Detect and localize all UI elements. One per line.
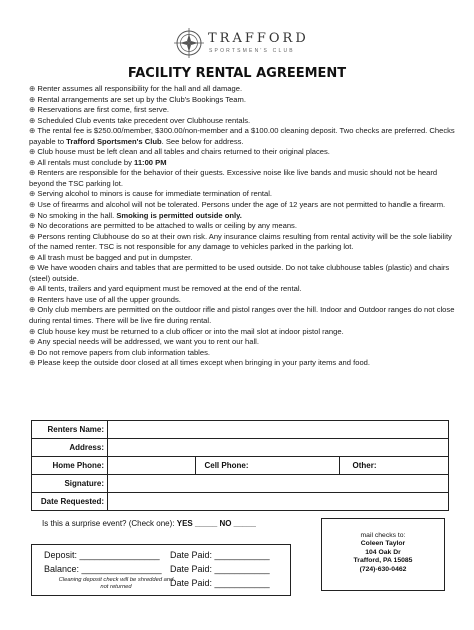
rule-text: No smoking in the hall. bbox=[37, 210, 117, 220]
circle-plus-icon: ⊕ bbox=[29, 305, 36, 315]
rule-text: . See below for address. bbox=[161, 136, 244, 146]
rule-item bbox=[29, 232, 459, 253]
logo-subtitle: SPORTSMEN'S CLUB bbox=[209, 48, 295, 54]
rule-item bbox=[29, 168, 459, 189]
rule-text: Renter assumes all responsibility for the hall and all damage. bbox=[37, 84, 243, 93]
rule-item bbox=[29, 116, 459, 127]
renters-name-row bbox=[32, 421, 449, 439]
cleaning-date-paid[interactable]: Date Paid: ___________ bbox=[170, 578, 270, 588]
cell-phone-label: Cell Phone: bbox=[196, 457, 252, 475]
rule-item bbox=[29, 126, 459, 147]
circle-plus-icon: ⊕ bbox=[29, 105, 36, 115]
surprise-event-question bbox=[42, 519, 256, 528]
rule-text: Rental arrangements are set up by the Club's Bookings Team. bbox=[37, 94, 246, 104]
rule-item bbox=[29, 200, 459, 211]
signature-row bbox=[32, 475, 449, 493]
mail-heading: mail checks to: bbox=[360, 532, 406, 539]
address-field[interactable] bbox=[108, 439, 449, 457]
signature-label: Signature: bbox=[32, 475, 108, 493]
other-phone-label: Other: bbox=[340, 457, 380, 475]
circle-plus-icon: ⊕ bbox=[29, 126, 36, 136]
circle-plus-icon: ⊕ bbox=[29, 252, 36, 262]
rule-text: Renters have use of all the upper grounds. bbox=[37, 294, 181, 304]
rule-item bbox=[29, 358, 459, 369]
renters-name-label: Renters Name: bbox=[32, 421, 108, 439]
mail-name: Coleen Taylor bbox=[360, 540, 406, 548]
rule-item bbox=[29, 327, 459, 338]
rule-item bbox=[29, 158, 459, 169]
rule-item bbox=[29, 253, 459, 264]
rule-item bbox=[29, 305, 459, 326]
home-phone-label: Home Phone: bbox=[32, 457, 108, 475]
rule-text: Reservations are first come, first serve. bbox=[37, 105, 170, 115]
rule-text: Use of firearms and alcohol will not be tolerated. Persons under the age of 12 years are not permitted to handle a firearm. bbox=[37, 200, 446, 210]
rule-item bbox=[29, 95, 459, 106]
circle-plus-icon: ⊕ bbox=[29, 210, 36, 220]
date-requested-field[interactable] bbox=[108, 493, 449, 511]
rule-emphasis: 11:00 PM bbox=[134, 157, 167, 167]
circle-plus-icon: ⊕ bbox=[29, 221, 36, 231]
deposit-date-paid[interactable]: Date Paid: ___________ bbox=[170, 550, 270, 560]
rule-text: All rentals must conclude by bbox=[37, 157, 135, 167]
circle-plus-icon: ⊕ bbox=[29, 115, 36, 125]
circle-plus-icon: ⊕ bbox=[29, 157, 36, 167]
crosshair-compass-icon bbox=[174, 28, 204, 58]
circle-plus-icon: ⊕ bbox=[29, 200, 36, 210]
mail-checks-box bbox=[321, 518, 445, 591]
cell-phone-field[interactable] bbox=[252, 457, 340, 475]
renter-info-form bbox=[31, 420, 449, 511]
rule-item bbox=[29, 295, 459, 306]
circle-plus-icon: ⊕ bbox=[29, 189, 36, 199]
circle-plus-icon: ⊕ bbox=[29, 263, 36, 273]
rule-emphasis: Smoking is permitted outside only. bbox=[116, 210, 242, 220]
rule-item bbox=[29, 221, 459, 232]
rule-item bbox=[29, 348, 459, 359]
circle-plus-icon: ⊕ bbox=[29, 231, 36, 241]
surprise-yes-option[interactable]: YES _____ bbox=[176, 519, 220, 528]
circle-plus-icon: ⊕ bbox=[29, 94, 36, 104]
circle-plus-icon: ⊕ bbox=[29, 294, 36, 304]
rule-item bbox=[29, 337, 459, 348]
other-phone-field[interactable] bbox=[380, 457, 449, 475]
balance-date-paid[interactable]: Date Paid: ___________ bbox=[170, 564, 270, 574]
rule-text: We have wooden chairs and tables that are permitted to be used outside. Do not take clubhouse tables (plastic) and chairs (steel) outside. bbox=[29, 263, 450, 283]
rule-item bbox=[29, 147, 459, 158]
circle-plus-icon: ⊕ bbox=[29, 326, 36, 336]
rule-item bbox=[29, 105, 459, 116]
rule-text: Club house key must be returned to a club officer or into the mail slot at indoor pistol range. bbox=[37, 326, 344, 336]
circle-plus-icon: ⊕ bbox=[29, 84, 36, 93]
home-phone-field[interactable] bbox=[108, 457, 196, 475]
rule-text: Any special needs will be addressed, we want you to rent our hall. bbox=[37, 337, 259, 347]
rule-text: All tents, trailers and yard equipment must be removed at the end of the rental. bbox=[37, 284, 302, 294]
mail-city: Trafford, PA 15085 bbox=[353, 557, 413, 565]
rule-text: Scheduled Club events take precedent over Clubhouse rentals. bbox=[37, 115, 251, 125]
document-title: FACILITY RENTAL AGREEMENT bbox=[127, 66, 347, 81]
address-label: Address: bbox=[32, 439, 108, 457]
circle-plus-icon: ⊕ bbox=[29, 358, 36, 368]
mail-street: 104 Oak Dr bbox=[365, 548, 401, 556]
signature-field[interactable] bbox=[108, 475, 449, 493]
address-row bbox=[32, 439, 449, 457]
circle-plus-icon: ⊕ bbox=[29, 337, 36, 347]
rule-text: Renters are responsible for the behavior of their guests. Excessive noise like live bands and music should not be heard beyond the TSC parking lot. bbox=[29, 168, 438, 188]
rule-item bbox=[29, 284, 459, 295]
phone-row bbox=[32, 457, 449, 475]
date-requested-row bbox=[32, 493, 449, 511]
rules-list bbox=[29, 84, 459, 369]
circle-plus-icon: ⊕ bbox=[29, 147, 36, 157]
rule-text: Only club members are permitted on the outdoor rifle and pistol ranges over the hill. Indoor and Outdoor ranges do not close during rental times. There will be live fire during rental. bbox=[29, 305, 455, 326]
rule-text: Serving alcohol to minors is cause for immediate termination of rental. bbox=[37, 189, 273, 199]
mail-phone: (724)-630-0462 bbox=[359, 565, 407, 573]
cleaning-deposit-note: Cleaning deposit check will be shredded and not returned bbox=[58, 577, 174, 590]
rule-text: Club house must be left clean and all tables and chairs returned to their original places. bbox=[37, 147, 330, 157]
rule-text: All trash must be bagged and put in dumpster. bbox=[37, 252, 193, 262]
payment-box bbox=[31, 544, 291, 596]
rule-text: Persons renting Clubhouse do so at their own risk. Any insurance claims resulting from rental activity will be the sole liability of the named renter. TSC is not responsible for any damage to vehicles parked in the parking lot. bbox=[29, 231, 452, 252]
logo-name: TRAFFORD bbox=[208, 31, 309, 46]
rule-item bbox=[29, 84, 459, 95]
deposit-line[interactable]: Deposit: ________________ bbox=[44, 550, 160, 560]
rule-item bbox=[29, 189, 459, 200]
renters-name-field[interactable] bbox=[108, 421, 449, 439]
surprise-question-text: Is this a surprise event? (Check one): bbox=[42, 519, 177, 528]
rule-item bbox=[29, 263, 459, 284]
rule-text: No decorations are permitted to be attached to walls or ceiling by any means. bbox=[37, 221, 297, 231]
rule-emphasis: Trafford Sportsmen's Club bbox=[66, 136, 162, 146]
circle-plus-icon: ⊕ bbox=[29, 347, 36, 357]
circle-plus-icon: ⊕ bbox=[29, 284, 36, 294]
rule-text: Please keep the outside door closed at all times except when bringing in your party items and food. bbox=[37, 358, 371, 368]
rule-text: The rental fee is $250.00/member, $300.00/non-member and a $100.00 cleaning deposit. Two checks are preferred. Checks payable to bbox=[29, 126, 455, 146]
date-requested-label: Date Requested: bbox=[32, 493, 108, 511]
surprise-no-option[interactable]: NO _____ bbox=[219, 519, 256, 528]
rule-item bbox=[29, 211, 459, 222]
circle-plus-icon: ⊕ bbox=[29, 168, 36, 178]
balance-line[interactable]: Balance: ________________ bbox=[44, 564, 162, 574]
club-logo bbox=[172, 26, 312, 64]
rule-text: Do not remove papers from club information tables. bbox=[37, 347, 211, 357]
